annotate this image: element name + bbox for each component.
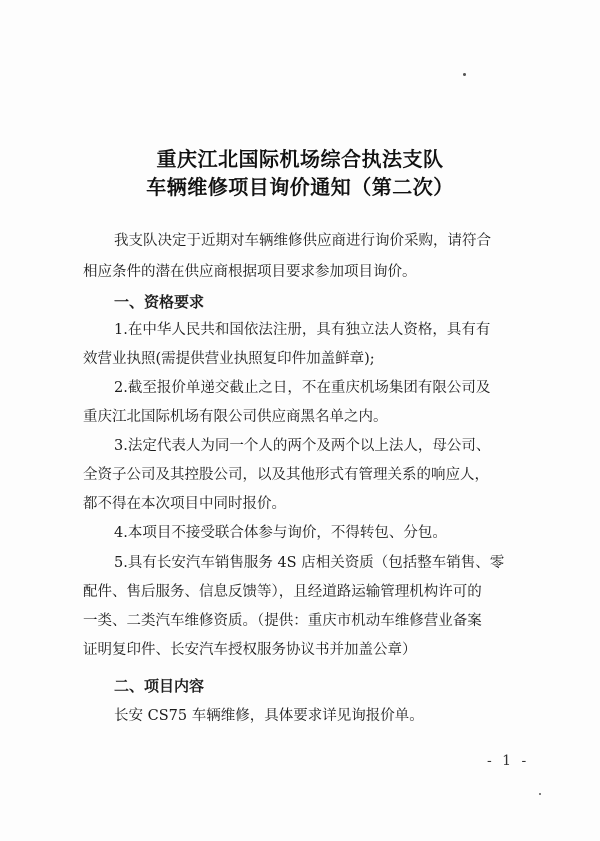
section1-heading: 一、资格要求 xyxy=(114,293,205,311)
req5-line-3: 一类、二类汽车维修资质。（提供：重庆市机动车维修营业备案 xyxy=(83,613,482,629)
req3-line-2: 全资子公司及其控股公司，以及其他形式有管理关系的响应人， xyxy=(83,467,489,483)
req1-line-2: 效营业执照(需提供营业执照复印件加盖鲜章); xyxy=(83,351,375,367)
section2-heading: 二、项目内容 xyxy=(114,677,205,695)
scan-speck xyxy=(539,793,541,795)
document-title-line1: 重庆江北国际机场综合执法支队 xyxy=(156,147,444,171)
page-number: - 1 - xyxy=(487,753,530,769)
intro-line-2: 相应条件的潜在供应商根据项目要求参加项目询价。 xyxy=(83,264,417,280)
req3-line-3: 都不得在本次项目中同时报价。 xyxy=(83,496,286,512)
req1-line-1: 1.在中华人民共和国依法注册，具有独立法人资格，具有有 xyxy=(114,322,491,338)
intro-line-1: 我支队决定于近期对车辆维修供应商进行询价采购，请符合 xyxy=(114,233,491,249)
req5-line-1: 5.具有长安汽车销售服务 4S 店相关资质（包括整车销售、零 xyxy=(114,555,505,571)
req5-line-4: 证明复印件、长安汽车授权服务协议书并加盖公章） xyxy=(83,642,417,658)
project-content-line: 长安 CS75 车辆维修，具体要求详见询报价单。 xyxy=(114,708,424,724)
req3-line-1: 3.法定代表人为同一个人的两个及两个以上法人，母公司、 xyxy=(114,438,491,454)
req2-line-2: 重庆江北国际机场有限公司供应商黑名单之内。 xyxy=(83,409,388,425)
req2-line-1: 2.截至报价单递交截止之日，不在重庆机场集团有限公司及 xyxy=(114,380,491,396)
req4-line-1: 4.本项目不接受联合体参与询价，不得转包、分包。 xyxy=(114,525,447,541)
document-title-line2: 车辆维修项目询价通知（第二次） xyxy=(146,175,454,199)
scan-speck xyxy=(463,73,466,76)
req5-line-2: 配件、售后服务、信息反馈等），且经道路运输管理机构许可的 xyxy=(83,584,482,600)
